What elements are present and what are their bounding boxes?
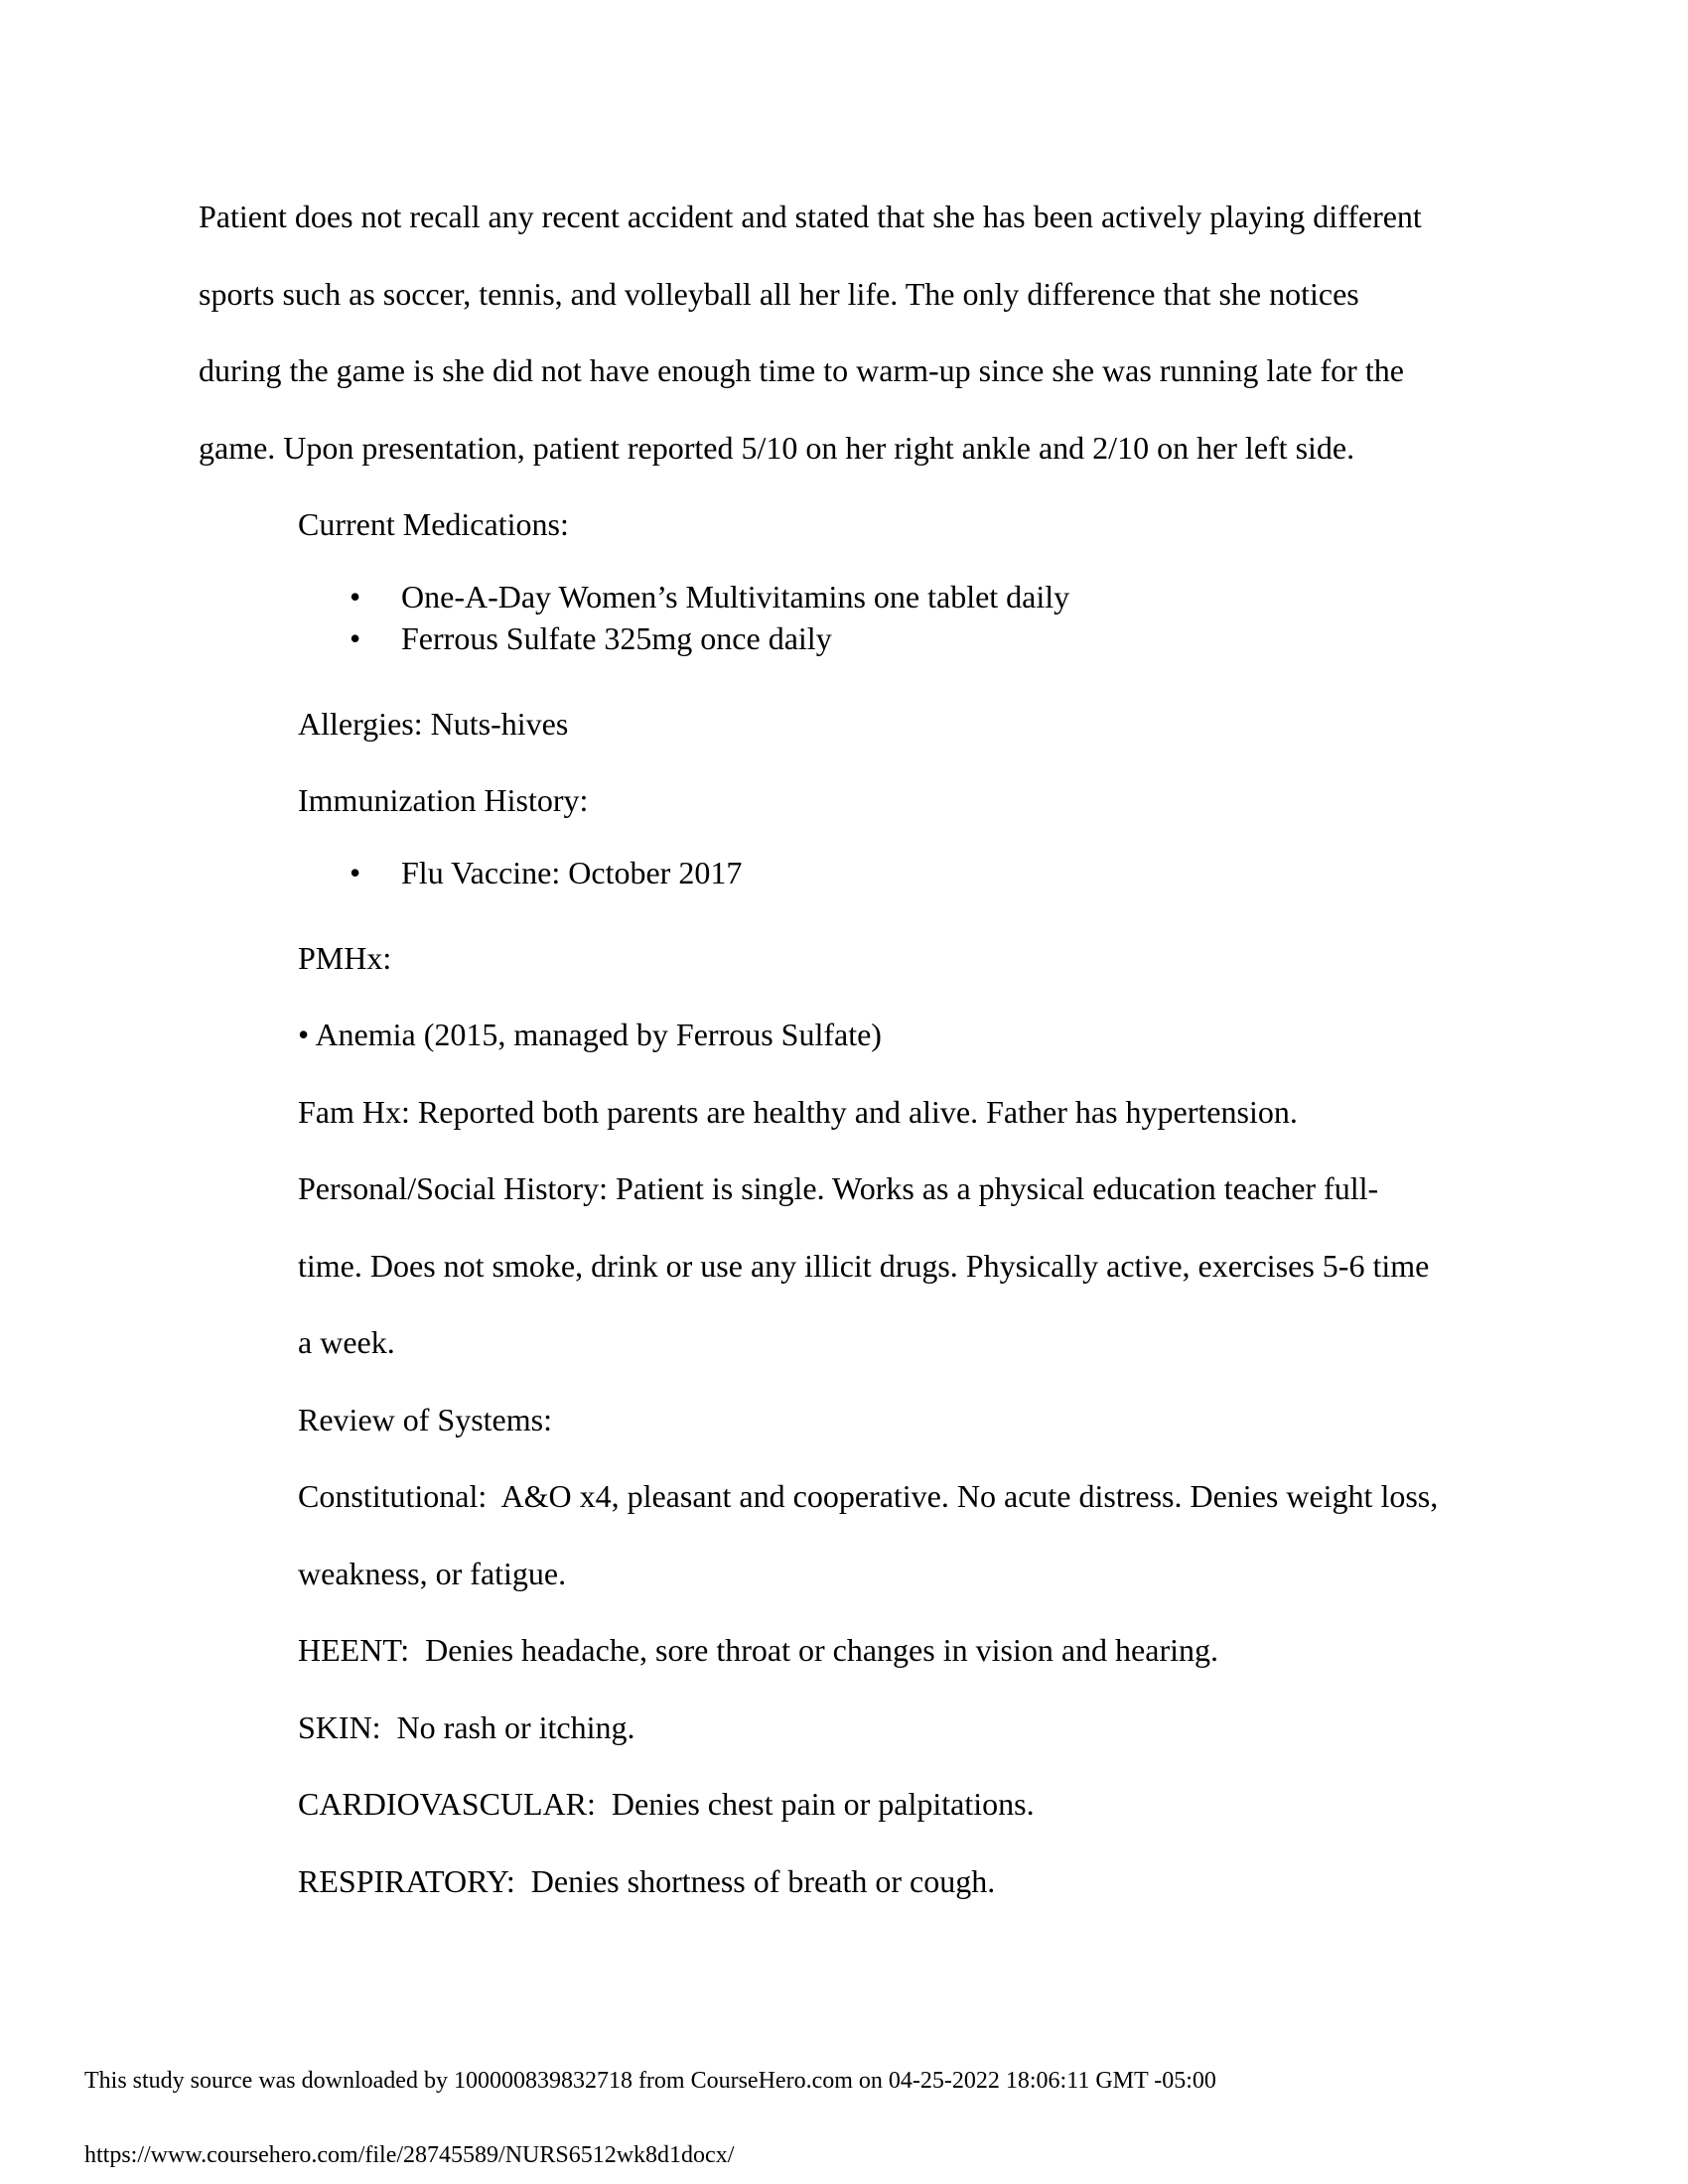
immunization-item-text: Flu Vaccine: October 2017 bbox=[401, 854, 743, 890]
personal-social-line: time. Does not smoke, drink or use any illicit drugs. Physically active, exercises 5-6 time bbox=[298, 1247, 1430, 1284]
immunization-history-heading: Immunization History: bbox=[298, 782, 589, 818]
hpi-line: during the game is she did not have enough time to warm-up since she was running late for the bbox=[199, 352, 1404, 388]
bullet-icon: • bbox=[350, 578, 361, 614]
allergies-line: Allergies: Nuts-hives bbox=[298, 705, 569, 742]
list-item bbox=[199, 617, 1529, 659]
skin-line: SKIN: No rash or itching. bbox=[298, 1708, 635, 1745]
list-item bbox=[199, 576, 1529, 617]
bullet-icon: • bbox=[350, 854, 361, 890]
respiratory-line: RESPIRATORY: Denies shortness of breath or cough. bbox=[298, 1862, 996, 1899]
hpi-line: Patient does not recall any recent accident and stated that she has been actively playing different bbox=[199, 199, 1422, 234]
fam-hx-line: Fam Hx: Reported both parents are healthy and alive. Father has hypertension. bbox=[298, 1093, 1298, 1130]
constitutional-line: weakness, or fatigue. bbox=[298, 1555, 567, 1591]
medications-list bbox=[199, 576, 1529, 659]
cardiovascular-line: CARDIOVASCULAR: Denies chest pain or palpitations. bbox=[298, 1786, 1035, 1822]
immunization-list bbox=[199, 852, 1529, 893]
pmhx-heading: PMHx: bbox=[298, 939, 392, 976]
constitutional-line: Constitutional: A&O x4, pleasant and cooperative. No acute distress. Denies weight loss, bbox=[298, 1478, 1439, 1514]
review-of-systems-heading: Review of Systems: bbox=[298, 1401, 552, 1437]
current-medications-heading: Current Medications: bbox=[298, 506, 569, 542]
medication-item-text: Ferrous Sulfate 325mg once daily bbox=[401, 619, 832, 656]
personal-social-line: a week. bbox=[298, 1324, 395, 1360]
download-attribution-text: This study source was downloaded by 100000839832718 from CourseHero.com on 04-25-2022 18:06:11 GMT -05:00 bbox=[84, 2068, 1216, 2094]
heent-line: HEENT: Denies headache, sore throat or changes in vision and hearing. bbox=[298, 1632, 1218, 1668]
pmhx-item-line: • Anemia (2015, managed by Ferrous Sulfate) bbox=[298, 1017, 882, 1052]
hpi-line: game. Upon presentation, patient reported 5/10 on her right ankle and 2/10 on her left side. bbox=[199, 429, 1355, 466]
coursehero-file-link[interactable]: https://www.coursehero.com/file/28745589/NURS6512wk8d1docx/ bbox=[84, 2142, 735, 2168]
document-body bbox=[199, 179, 1529, 1920]
hpi-line: sports such as soccer, tennis, and volleyball all her life. The only difference that she notices bbox=[199, 275, 1359, 312]
personal-social-line: Personal/Social History: Patient is single. Works as a physical education teacher full- bbox=[298, 1170, 1379, 1206]
bullet-icon: • bbox=[350, 619, 361, 656]
medication-item-text: One-A-Day Women’s Multivitamins one tablet daily bbox=[401, 578, 1070, 614]
list-item bbox=[199, 852, 1529, 893]
